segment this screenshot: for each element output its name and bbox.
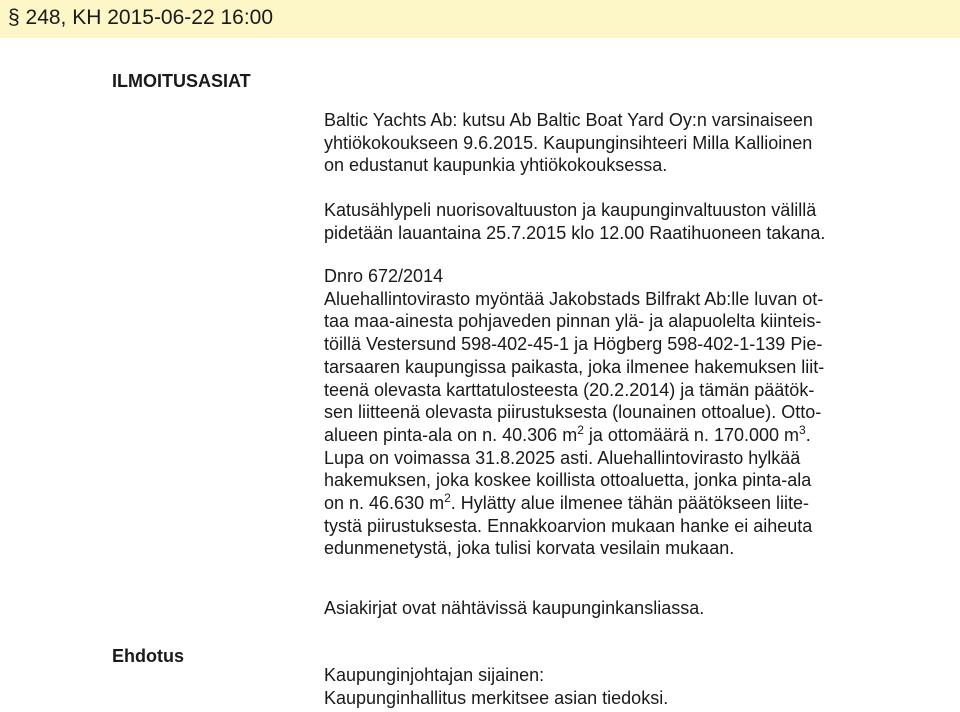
paragraph-baltic-yachts [324, 109, 813, 177]
paragraph-dnro [324, 265, 824, 560]
heading-ilmoitusasiat: ILMOITUSASIAT [112, 71, 251, 91]
paragraph-ehdotus [324, 664, 668, 709]
text-fragment: . [805, 424, 811, 445]
document-number: Dnro 672/2014 [324, 266, 444, 286]
text-line: Katusählypeli nuorisovaltuuston ja kaupunginvaltuuston välillä [324, 200, 817, 220]
text-line: on edustanut kaupunkia yhtiökokouksessa. [324, 155, 668, 176]
superscript: 2 [577, 422, 584, 437]
paragraph-katusahlypeli [324, 199, 825, 244]
text-line: tarsaaren kaupungissa paikasta, joka ilmenee hakemuksen liit- [324, 356, 825, 377]
text-line: töillä Vestersund 598-402-45-1 ja Högberg 598-402-1-139 Pie- [324, 334, 823, 355]
text-fragment: ja ottomäärä n. 170.000 m [583, 424, 800, 445]
superscript: 3 [799, 422, 806, 437]
text-line: edunmenetystä, joka tulisi korvata vesilain mukaan. [324, 538, 735, 559]
text-line: Lupa on voimassa 31.8.2025 asti. Aluehallintovirasto hylkää [324, 447, 801, 468]
text-line [324, 424, 824, 447]
text-line: Baltic Yachts Ab: kutsu Ab Baltic Boat Yard Oy:n varsinaiseen [324, 110, 813, 130]
text-line: tystä piirustuksesta. Ennakkoarvion mukaan hanke ei aiheuta [324, 515, 813, 536]
text-fragment: on n. 46.630 m [324, 493, 445, 514]
text-line: Asiakirjat ovat nähtävissä kaupunginkansliassa. [324, 598, 705, 618]
heading-ehdotus: Ehdotus [112, 646, 184, 666]
superscript: 2 [444, 491, 451, 506]
section-header-bar [0, 0, 960, 38]
text-line: pidetään lauantaina 25.7.2015 klo 12.00 Raatihuoneen takana. [324, 222, 826, 243]
text-fragment: . Hylätty alue ilmenee tähän päätökseen liite- [450, 493, 809, 514]
text-line [324, 492, 824, 515]
text-line: teenä olevasta karttatulosteesta (20.2.2014) ja tämän päätök- [324, 379, 815, 400]
paragraph-asiakirjat [324, 597, 704, 620]
text-line: hakemuksen, joka koskee koillista ottoaluetta, jonka pinta-ala [324, 470, 812, 491]
text-line: Aluehallintovirasto myöntää Jakobstads Bilfrakt Ab:lle luvan ot- [324, 288, 824, 309]
text-fragment: alueen pinta-ala on n. 40.306 m [324, 424, 578, 445]
text-line: sen liitteenä olevasta piirustuksesta (lounainen ottoalue). Otto- [324, 402, 822, 423]
section-reference: § 248, KH 2015-06-22 16:00 [8, 6, 274, 29]
text-line: taa maa-ainesta pohjaveden pinnan ylä- ja alapuolelta kiinteis- [324, 311, 822, 332]
text-line: Kaupunginhallitus merkitsee asian tiedoksi. [324, 687, 669, 708]
text-line: Kaupunginjohtajan sijainen: [324, 665, 545, 685]
text-line: yhtiökokoukseen 9.6.2015. Kaupunginsihteeri Milla Kallioinen [324, 132, 813, 153]
